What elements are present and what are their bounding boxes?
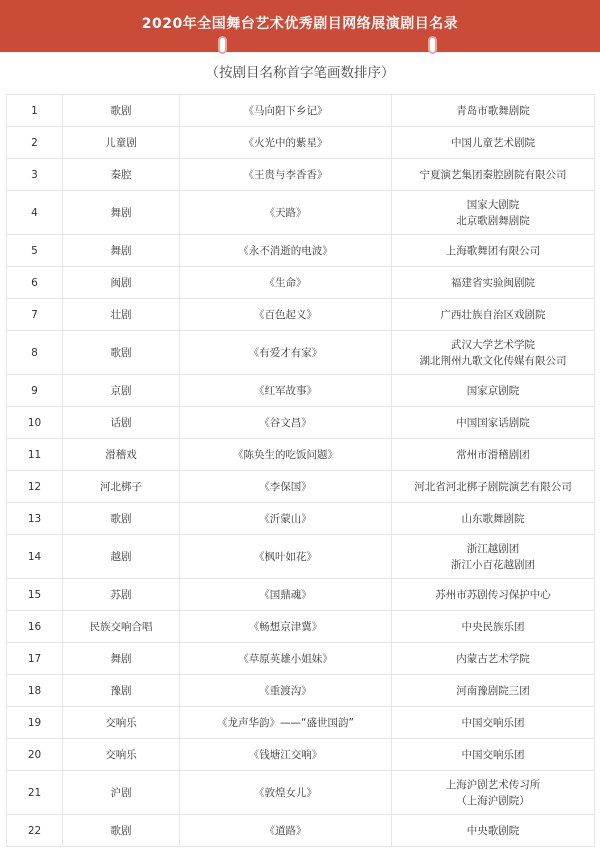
organization-line: 常州市滑稽剧团 (456, 448, 530, 461)
organization-line: 国家京剧院 (466, 384, 520, 397)
row-number: 5 (7, 235, 63, 267)
program-title-cell: 《沂蒙山》 (180, 503, 392, 535)
organization-line: 福建省实验闽剧院 (451, 276, 535, 289)
organization-cell (392, 191, 595, 235)
program-table (6, 94, 595, 847)
genre-cell: 话剧 (63, 407, 180, 439)
page-subtitle: （按剧目名称首字笔画数排序） (205, 65, 395, 81)
program-title-cell: 《谷文昌》 (180, 407, 392, 439)
program-title-cell: 《李保国》 (180, 471, 392, 503)
program-title-cell: 《生命》 (180, 267, 392, 299)
row-number: 16 (7, 611, 63, 643)
organization-cell (392, 739, 595, 771)
program-title-cell: 《百色起义》 (180, 299, 392, 331)
genre-cell: 沪剧 (63, 771, 180, 815)
row-number: 12 (7, 471, 63, 503)
organization-line: 广西壮族自治区戏剧院 (440, 308, 546, 321)
table-row (7, 375, 595, 407)
program-title-cell: 《龙声华韵》——“盛世国韵” (180, 707, 392, 739)
row-number: 15 (7, 579, 63, 611)
row-number: 1 (7, 95, 63, 127)
program-title-cell: 《道路》 (180, 815, 392, 847)
row-number: 19 (7, 707, 63, 739)
organization-line: 浙江小百花越剧团 (451, 558, 535, 571)
table-row (7, 675, 595, 707)
organization-line: 中央歌剧院 (466, 824, 520, 837)
row-number: 13 (7, 503, 63, 535)
genre-cell: 交响乐 (63, 739, 180, 771)
organization-cell (392, 331, 595, 375)
row-number: 18 (7, 675, 63, 707)
table-row (7, 471, 595, 503)
genre-cell: 儿童剧 (63, 127, 180, 159)
row-number: 9 (7, 375, 63, 407)
organization-line: 苏州市苏剧传习保护中心 (435, 588, 551, 601)
genre-cell: 民族交响合唱 (63, 611, 180, 643)
organization-cell (392, 267, 595, 299)
organization-line: 中国儿童艺术剧院 (451, 136, 535, 149)
organization-line: 山东歌舞剧院 (461, 512, 525, 525)
organization-cell (392, 299, 595, 331)
program-title-cell: 《红军故事》 (180, 375, 392, 407)
organization-line: 北京歌剧舞剧院 (456, 214, 530, 227)
organization-line: 河南豫剧院三团 (456, 684, 530, 697)
row-number: 3 (7, 159, 63, 191)
table-row (7, 235, 595, 267)
organization-cell (392, 611, 595, 643)
table-row (7, 159, 595, 191)
table-row (7, 331, 595, 375)
organization-cell (392, 579, 595, 611)
table-row (7, 191, 595, 235)
organization-cell (392, 471, 595, 503)
organization-line: 青岛市歌舞剧院 (456, 104, 530, 117)
organization-cell (392, 815, 595, 847)
program-table-body (7, 95, 595, 847)
genre-cell: 交响乐 (63, 707, 180, 739)
program-title-cell: 《枫叶如花》 (180, 535, 392, 579)
row-number: 4 (7, 191, 63, 235)
genre-cell: 歌剧 (63, 331, 180, 375)
program-title-cell: 《国鼎魂》 (180, 579, 392, 611)
genre-cell: 河北梆子 (63, 471, 180, 503)
table-row (7, 815, 595, 847)
program-title-cell: 《马向阳下乡记》 (180, 95, 392, 127)
program-title-cell: 《有爱才有家》 (180, 331, 392, 375)
organization-cell (392, 771, 595, 815)
table-row (7, 95, 595, 127)
organization-line: 中央民族乐团 (461, 620, 525, 633)
table-row (7, 407, 595, 439)
row-number: 21 (7, 771, 63, 815)
table-row (7, 579, 595, 611)
program-title-cell: 《重渡沟》 (180, 675, 392, 707)
table-row (7, 127, 595, 159)
organization-line: 国家大剧院 (466, 198, 520, 211)
table-row (7, 611, 595, 643)
genre-cell: 舞剧 (63, 643, 180, 675)
organization-line: 湖北荆州九歌文化传媒有限公司 (419, 354, 567, 367)
genre-cell: 歌剧 (63, 815, 180, 847)
program-title-cell: 《王贵与李香香》 (180, 159, 392, 191)
genre-cell: 歌剧 (63, 503, 180, 535)
row-number: 6 (7, 267, 63, 299)
organization-line: 武汉大学艺术学院 (451, 338, 535, 351)
row-number: 10 (7, 407, 63, 439)
organization-cell (392, 235, 595, 267)
table-row (7, 299, 595, 331)
table-row (7, 503, 595, 535)
organization-line: 中国交响乐团 (461, 716, 525, 729)
organization-cell (392, 503, 595, 535)
table-row (7, 643, 595, 675)
row-number: 17 (7, 643, 63, 675)
organization-cell (392, 675, 595, 707)
program-title-cell: 《敦煌女儿》 (180, 771, 392, 815)
row-number: 22 (7, 815, 63, 847)
genre-cell: 京剧 (63, 375, 180, 407)
program-title-cell: 《钱塘江交响》 (180, 739, 392, 771)
organization-cell (392, 127, 595, 159)
program-title-cell: 《天路》 (180, 191, 392, 235)
table-row (7, 535, 595, 579)
genre-cell: 滑稽戏 (63, 439, 180, 471)
genre-cell: 歌剧 (63, 95, 180, 127)
program-title-cell: 《草原英雄小姐妹》 (180, 643, 392, 675)
organization-line: 中国国家话剧院 (456, 416, 530, 429)
program-title-cell: 《火光中的紫星》 (180, 127, 392, 159)
organization-cell (392, 375, 595, 407)
organization-cell (392, 535, 595, 579)
table-row (7, 267, 595, 299)
organization-cell (392, 95, 595, 127)
table-row (7, 439, 595, 471)
page-title: 2020年全国舞台艺术优秀剧目网络展演剧目名录 (141, 16, 459, 32)
genre-cell: 越剧 (63, 535, 180, 579)
genre-cell: 舞剧 (63, 235, 180, 267)
organization-line: 上海歌舞团有限公司 (445, 244, 541, 257)
organization-line: 上海沪剧艺术传习所 (445, 778, 541, 791)
table-row (7, 707, 595, 739)
organization-line: 河北省河北梆子剧院演艺有限公司 (414, 480, 572, 493)
organization-cell (392, 407, 595, 439)
organization-cell (392, 643, 595, 675)
genre-cell: 舞剧 (63, 191, 180, 235)
genre-cell: 苏剧 (63, 579, 180, 611)
row-number: 7 (7, 299, 63, 331)
row-number: 2 (7, 127, 63, 159)
organization-line: 宁夏演艺集团秦腔剧院有限公司 (419, 168, 567, 181)
program-title-cell: 《陈奂生的吃饭问题》 (180, 439, 392, 471)
table-row (7, 739, 595, 771)
organization-line: （上海沪剧院） (456, 794, 530, 807)
row-number: 20 (7, 739, 63, 771)
organization-cell (392, 707, 595, 739)
genre-cell: 闽剧 (63, 267, 180, 299)
organization-cell (392, 439, 595, 471)
program-title-cell: 《永不消逝的电波》 (180, 235, 392, 267)
genre-cell: 豫剧 (63, 675, 180, 707)
organization-line: 内蒙古艺术学院 (456, 652, 530, 665)
table-row (7, 771, 595, 815)
row-number: 11 (7, 439, 63, 471)
program-title-cell: 《畅想京津冀》 (180, 611, 392, 643)
organization-line: 中国交响乐团 (461, 748, 525, 761)
row-number: 8 (7, 331, 63, 375)
genre-cell: 壮剧 (63, 299, 180, 331)
organization-cell (392, 159, 595, 191)
row-number: 14 (7, 535, 63, 579)
organization-line: 浙江越剧团 (466, 542, 520, 555)
genre-cell: 秦腔 (63, 159, 180, 191)
